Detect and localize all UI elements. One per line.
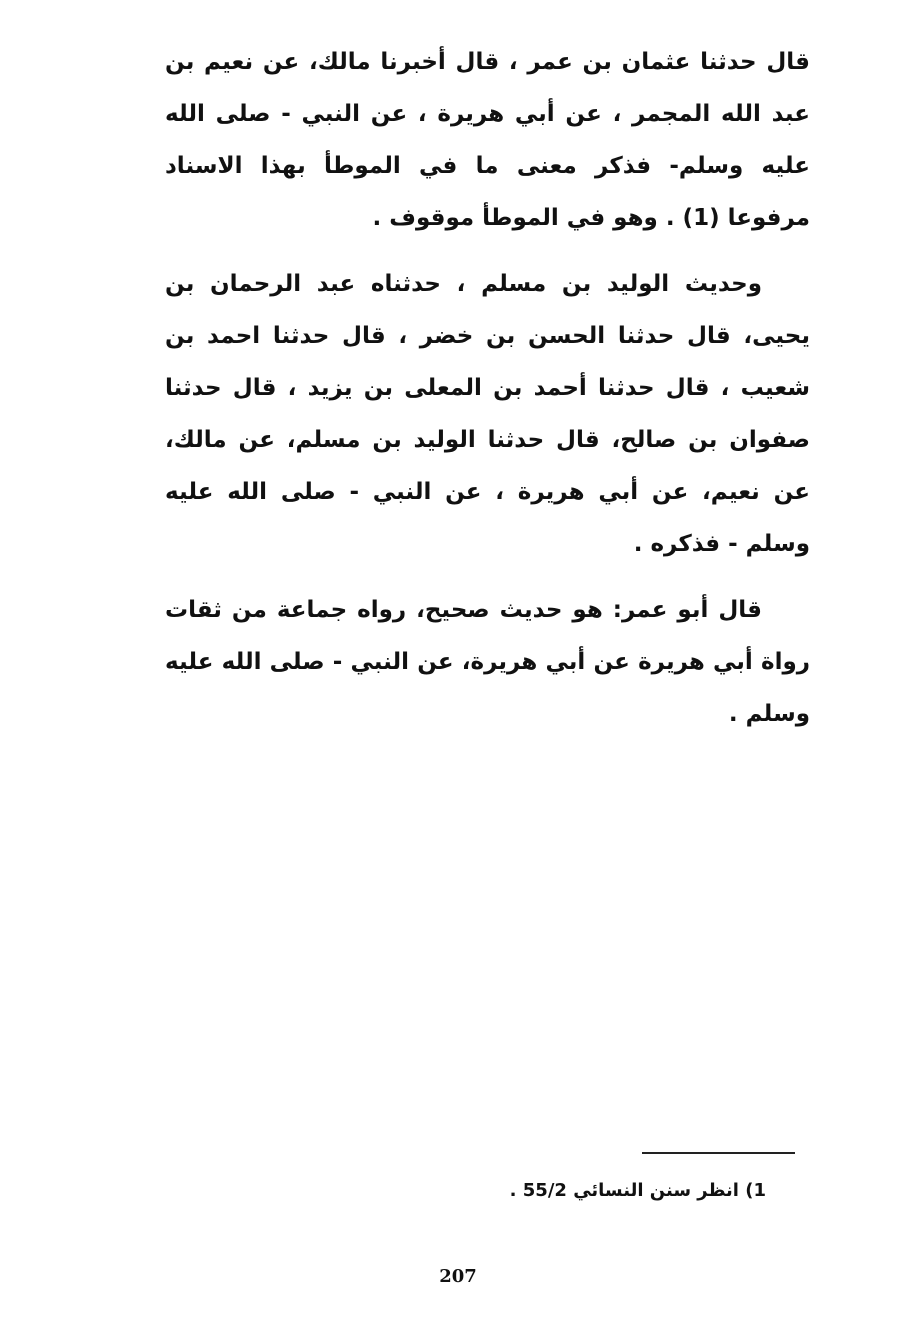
footnote-divider [642,1152,795,1154]
paragraph-3: قال أبو عمر: هو حديث صحيح، رواه جماعة من ثقات رواة أبي هريرة عن أبي هريرة، عن النبي - صلى الله عليه وسلم . [165,597,810,727]
page-number: 207 [439,1266,477,1287]
paragraph-2: وحديث الوليد بن مسلم ، حدثناه عبد الرحمان بن يحيى، قال حدثنا الحسن بن خضر ، قال حدثنا احمد بن شعيب ، قال حدثنا أحمد بن المعلى بن يزيد ، قال حدثنا صفوان بن صالح، قال حدثنا الوليد بن مسلم، عن مالك، عن نعيم، عن أبي هريرة ، عن النبي - صلى الله عليه وسلم - فذكره . [165,271,810,557]
paragraph-1: قال حدثنا عثمان بن عمر ، قال أخبرنا مالك، عن نعيم بن عبد الله المجمر ، عن أبي هريرة ، عن النبي - صلى الله عليه وسلم- فذكر معنى ما في الموطأ بهذا الاسناد مرفوعا (1) . وهو في الموطأ موقوف . [165,49,810,231]
main-text [165,36,810,754]
footnote: 1) انظر سنن النسائي 55/2 . [509,1180,766,1201]
